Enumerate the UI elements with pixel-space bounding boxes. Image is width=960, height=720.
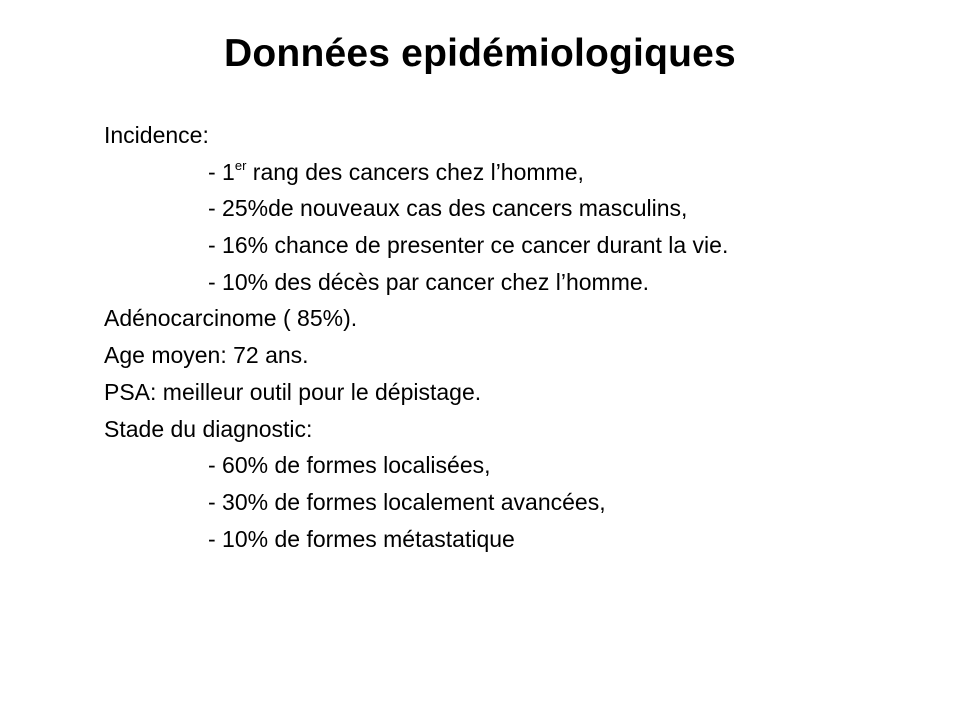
stage-item: - 30% de formes localement avancées, xyxy=(208,488,606,515)
stage-item: - 10% de formes métastatique xyxy=(208,525,515,552)
incidence-item: - 10% des décès par cancer chez l’homme. xyxy=(208,268,650,295)
stage-heading: Stade du diagnostic: xyxy=(104,415,313,442)
incidence-heading: Incidence: xyxy=(104,122,209,148)
rank-prefix: - 1 xyxy=(208,158,235,185)
incidence-item: - 25%de nouveaux cas des cancers masculins, xyxy=(208,195,688,222)
incidence-item: - 16% chance de presenter ce cancer durant la vie. xyxy=(208,232,729,259)
fact-psa: PSA: meilleur outil pour le dépistage. xyxy=(104,378,482,405)
slide-body xyxy=(104,117,924,557)
incidence-item-rank xyxy=(104,154,924,191)
fact-mean-age: Age moyen: 72 ans. xyxy=(104,342,309,369)
stage-item: - 60% de formes localisées, xyxy=(208,452,491,479)
fact-histology: Adénocarcinome ( 85%). xyxy=(104,305,358,332)
slide-title: Données epidémiologiques xyxy=(224,32,736,75)
rank-suffix: rang des cancers chez l’homme, xyxy=(246,158,584,185)
rank-superscript: er xyxy=(234,157,247,173)
